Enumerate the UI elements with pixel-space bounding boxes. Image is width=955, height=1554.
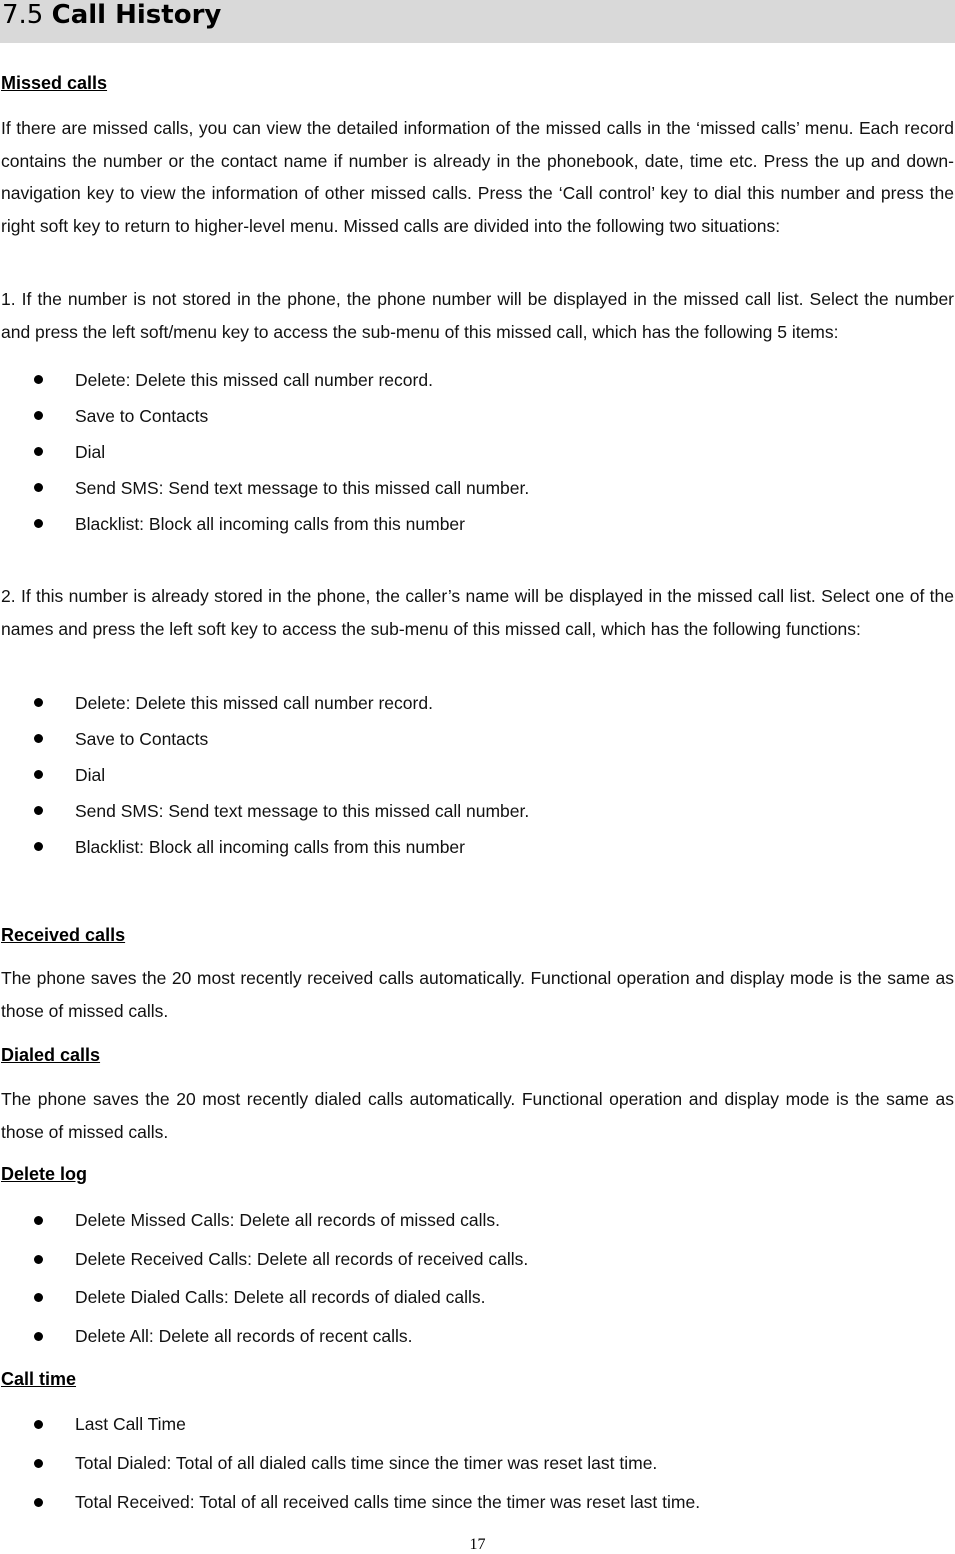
list-item: Send SMS: Send text message to this missed call number. (0, 793, 529, 829)
list-item: Dial (0, 434, 529, 470)
list-item: Save to Contacts (0, 398, 529, 434)
delete-log-list (0, 1201, 528, 1355)
list-item: Save to Contacts (0, 721, 529, 757)
bullet-icon (34, 1332, 43, 1341)
bullet-icon (34, 842, 43, 851)
bullet-icon (34, 1459, 43, 1468)
list-item: Delete Missed Calls: Delete all records of missed calls. (0, 1201, 528, 1240)
bullet-icon (34, 770, 43, 779)
list-item: Delete Dialed Calls: Delete all records of dialed calls. (0, 1278, 528, 1317)
missed-case1-list (0, 362, 529, 542)
section-title (2, 0, 221, 30)
list-item: Delete All: Delete all records of recent calls. (0, 1317, 528, 1356)
section-name: Call History (51, 0, 222, 30)
page-number: 17 (469, 1536, 486, 1553)
section-number: 7.5 (2, 0, 44, 30)
dialed-paragraph: The phone saves the 20 most recently dialed calls automatically. Functional operation and display mode is the same as those of missed calls. (1, 1089, 954, 1142)
bullet-icon (34, 698, 43, 707)
bullet-icon (34, 1255, 43, 1264)
list-item: Dial (0, 757, 529, 793)
heading-dialed-calls: Dialed calls (1, 1045, 101, 1065)
bullet-icon (34, 1498, 43, 1507)
list-item: Delete: Delete this missed call number record. (0, 685, 529, 721)
bullet-icon (34, 519, 43, 528)
bullet-icon (34, 806, 43, 815)
missed-case1-paragraph: 1. If the number is not stored in the phone, the phone number will be displayed in the missed call list. Select the number and press the left soft/menu key to access the sub-menu of this missed call, which has the following 5 items: (1, 289, 954, 342)
bullet-icon (34, 1420, 43, 1429)
bullet-icon (34, 1293, 43, 1302)
call-time-list (0, 1405, 700, 1522)
heading-missed-calls: Missed calls (1, 73, 108, 93)
heading-call-time: Call time (1, 1369, 77, 1389)
list-item: Blacklist: Block all incoming calls from this number (0, 506, 529, 542)
missed-case2-list (0, 685, 529, 865)
section-header-bar (0, 0, 955, 43)
missed-case2-paragraph: 2. If this number is already stored in the phone, the caller’s name will be displayed in the missed call list. Select one of the names and press the left soft key to access the sub-menu of this missed call, which has the following functions: (1, 586, 954, 639)
list-item: Send SMS: Send text message to this missed call number. (0, 470, 529, 506)
list-item: Last Call Time (0, 1405, 700, 1444)
bullet-icon (34, 411, 43, 420)
list-item: Total Dialed: Total of all dialed calls time since the timer was reset last time. (0, 1444, 700, 1483)
list-item: Total Received: Total of all received calls time since the timer was reset last time. (0, 1483, 700, 1522)
heading-delete-log: Delete log (1, 1164, 88, 1184)
list-item: Delete: Delete this missed call number record. (0, 362, 529, 398)
bullet-icon (34, 375, 43, 384)
received-paragraph: The phone saves the 20 most recently received calls automatically. Functional operation and display mode is the same as those of missed calls. (1, 968, 954, 1021)
list-item: Delete Received Calls: Delete all records of received calls. (0, 1240, 528, 1279)
list-item: Blacklist: Block all incoming calls from this number (0, 829, 529, 865)
bullet-icon (34, 483, 43, 492)
bullet-icon (34, 1216, 43, 1225)
missed-intro-paragraph: If there are missed calls, you can view the detailed information of the missed calls in the ‘missed calls’ menu. Each record contains the number or the contact name if number is already in the phonebook, date, time etc. Press the up and down-navigation key to view the information of other missed calls. Press the ‘Call control’ key to dial this number and press the right soft key to return to higher-level menu. Missed calls are divided into the following two situations: (1, 118, 954, 236)
heading-received-calls: Received calls (1, 925, 126, 945)
bullet-icon (34, 447, 43, 456)
bullet-icon (34, 734, 43, 743)
